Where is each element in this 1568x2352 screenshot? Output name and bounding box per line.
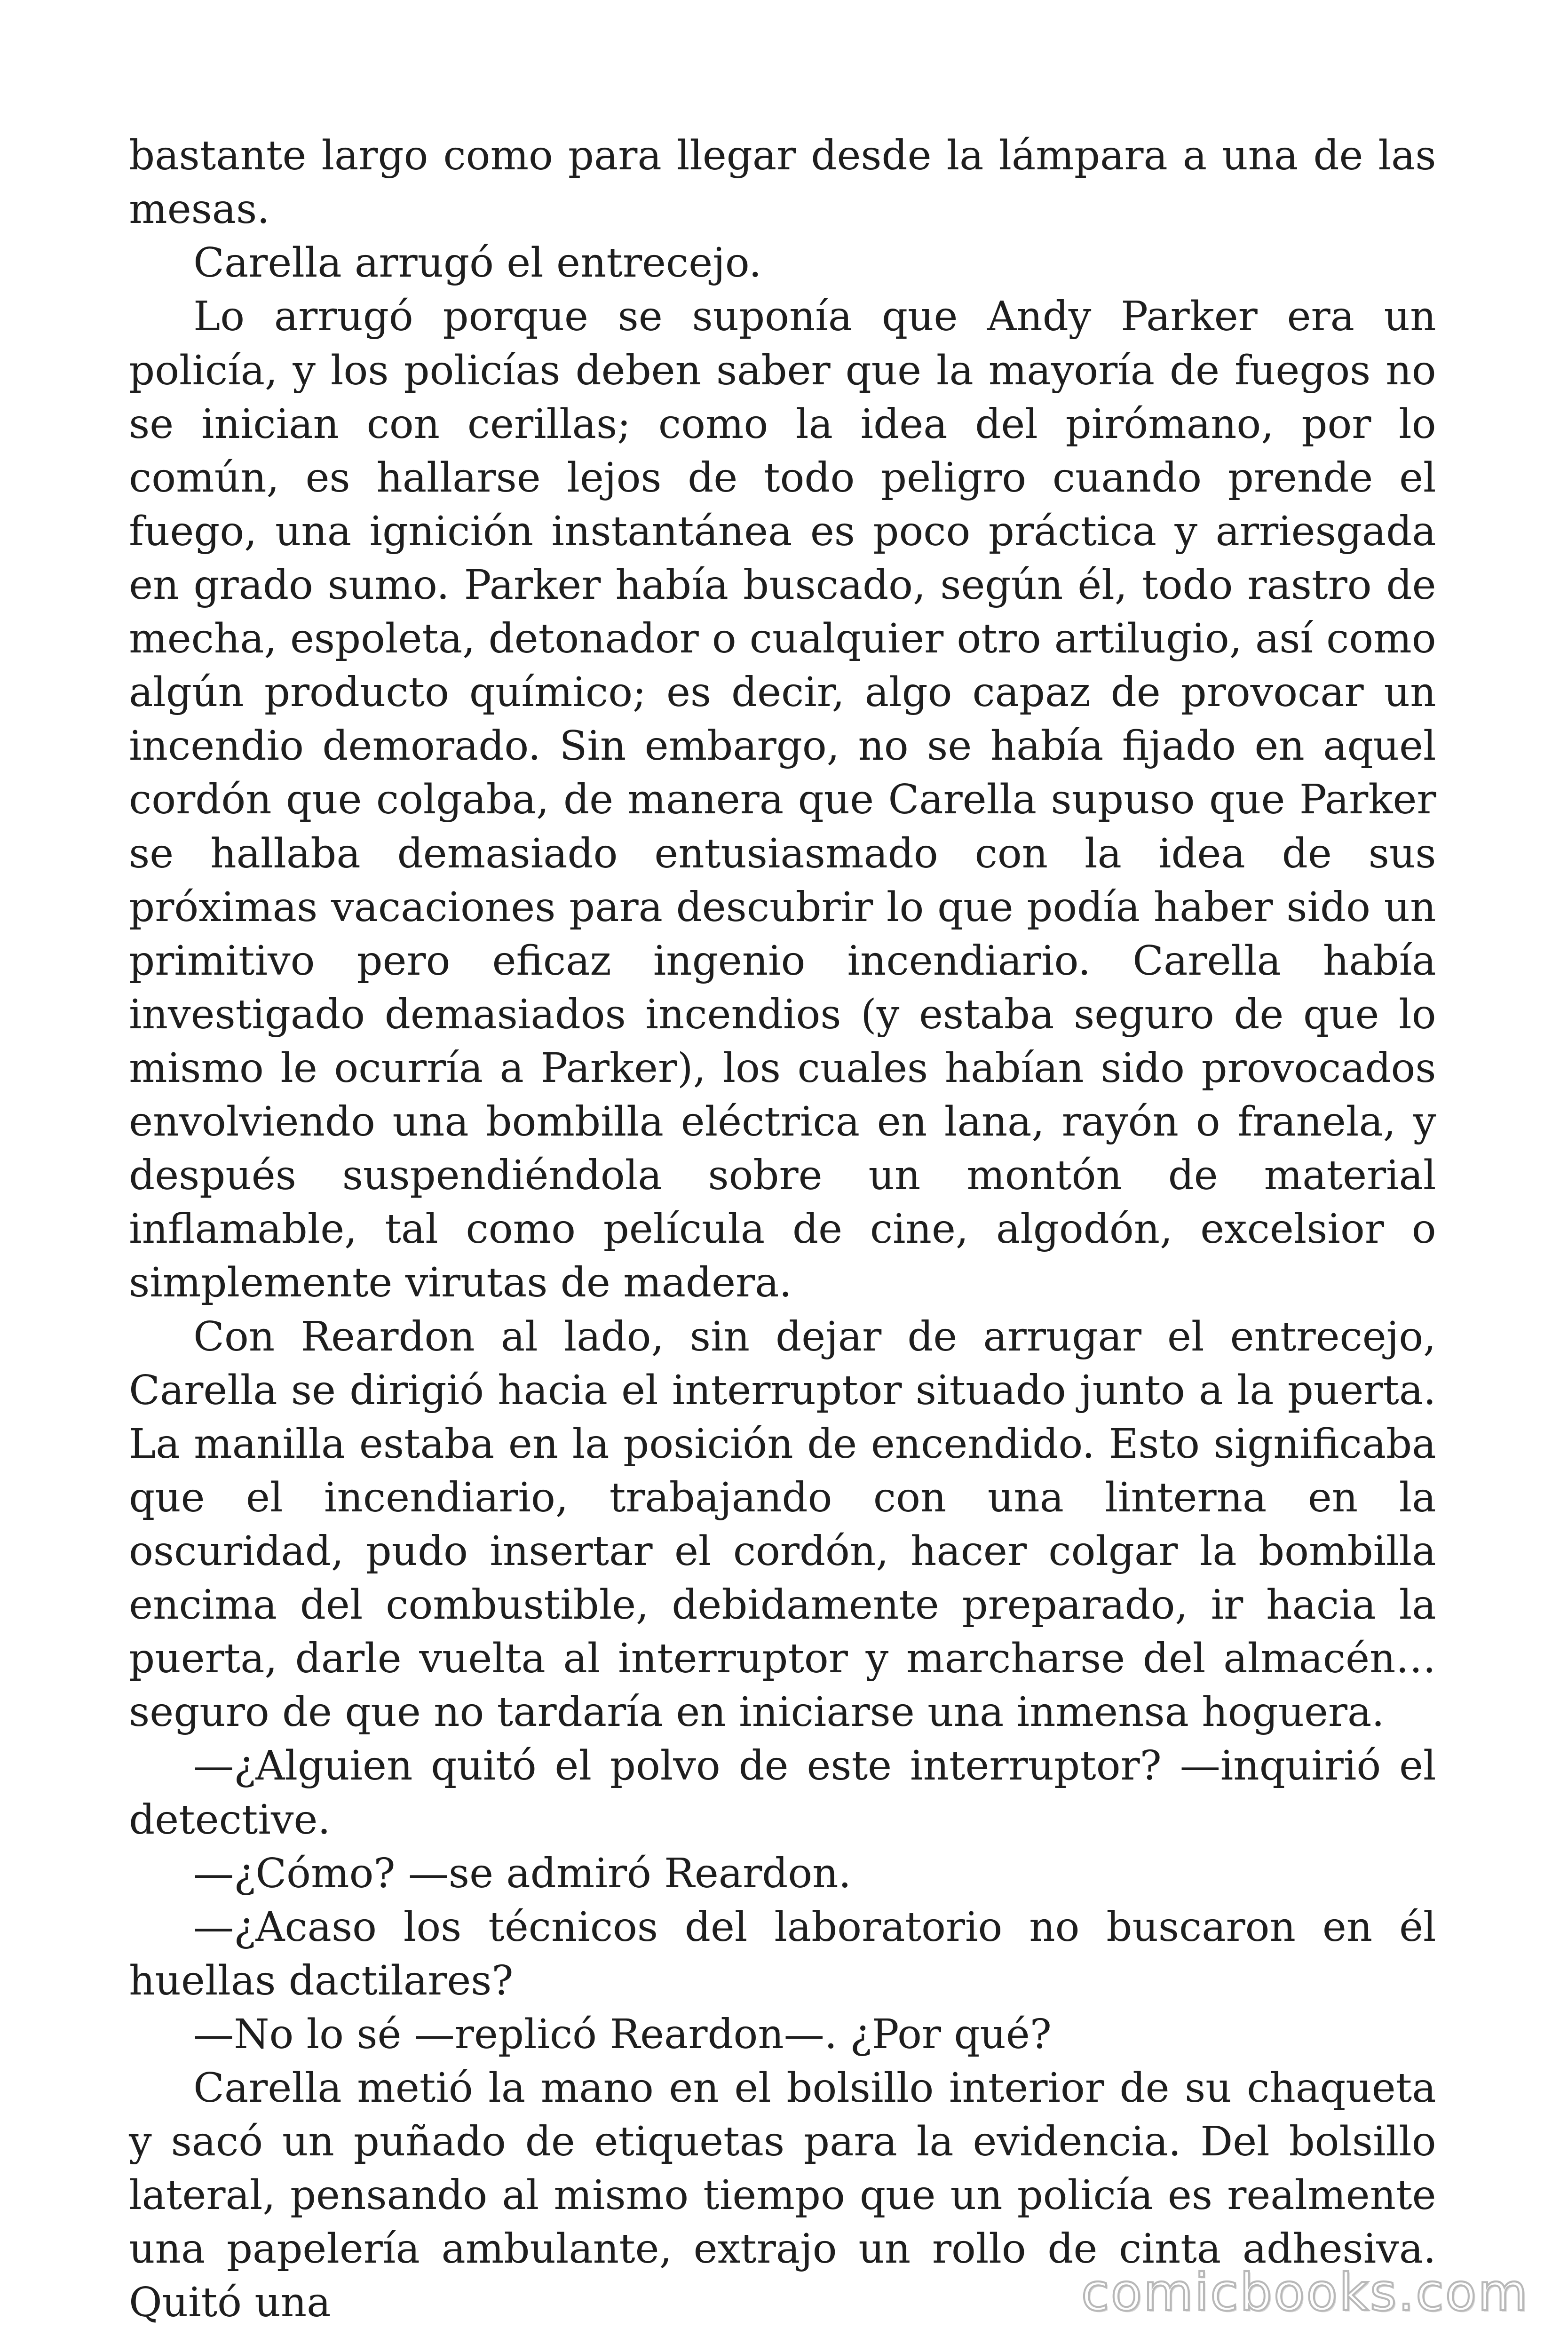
paragraph-4: Con Reardon al lado, sin dejar de arrugar el entrecejo, Carella se dirigió hacia el interruptor situado junto a la puerta. La manilla estaba en la posición de encendido. Esto significaba que el incendiario, trabajando con una linterna en la oscuridad, pudo insertar el cordón, hacer colgar la bombilla encima del combustible, debidamente preparado, ir hacia la puerta, darle vuelta al interruptor y marcharse del almacén… seguro de que no tardaría en iniciarse una inmensa hoguera. [129,1313,1436,1736]
watermark-logo: comicbooks.com [1081,2263,1529,2323]
paragraph-9: Carella metió la mano en el bolsillo interior de su chaqueta y sacó un puñado de etiquetas para la evidencia. Del bolsillo lateral, pensando al mismo tiempo que un policía es realmente una papelería ambulante, extrajo un rollo de cinta adhesiva. Quitó una [129,2065,1436,2327]
paragraph-8: —No lo sé —replicó Reardon—. ¿Por qué? [193,2010,1052,2058]
body-text [129,129,1436,2329]
paragraph-7: —¿Acaso los técnicos del laboratorio no buscaron en él huellas dactilares? [129,1903,1436,2004]
paragraph-2: Carella arrugó el entrecejo. [193,239,762,287]
paragraph-6: —¿Cómo? —se admiró Reardon. [193,1850,851,1897]
paragraph-3: Lo arrugó porque se suponía que Andy Parker era un policía, y los policías deben saber que la mayoría de fuegos no se inician con cerillas; como la idea del pirómano, por lo común, es hallarse lejos de todo peligro cuando prende el fuego, una ignición instantánea es poco práctica y arriesgada en grado sumo. Parker había buscado, según él, todo rastro de mecha, espoleta, detonador o cualquier otro artilugio, así como algún producto químico; es decir, algo capaz de provocar un incendio demorado. Sin embargo, no se había fijado en aquel cordón que colgaba, de manera que Carella supuso que Parker se hallaba demasiado entusiasmado con la idea de sus próximas vacaciones para descubrir lo que podía haber sido un primitivo pero eficaz ingenio incendiario. Carella había investigado demasiados incendios (y estaba seguro de que lo mismo le ocurría a Parker), los cuales habían sido provocados envolviendo una bombilla eléctrica en lana, rayón o franela, y después suspendiéndola sobre un montón de material inflamable, tal como película de cine, algodón, excelsior o simplemente virutas de madera. [129,293,1436,1307]
paragraph-5: —¿Alguien quitó el polvo de este interruptor? —inquirió el detective. [129,1742,1436,1843]
paragraph-1: bastante largo como para llegar desde la lámpara a una de las mesas. [129,132,1436,233]
